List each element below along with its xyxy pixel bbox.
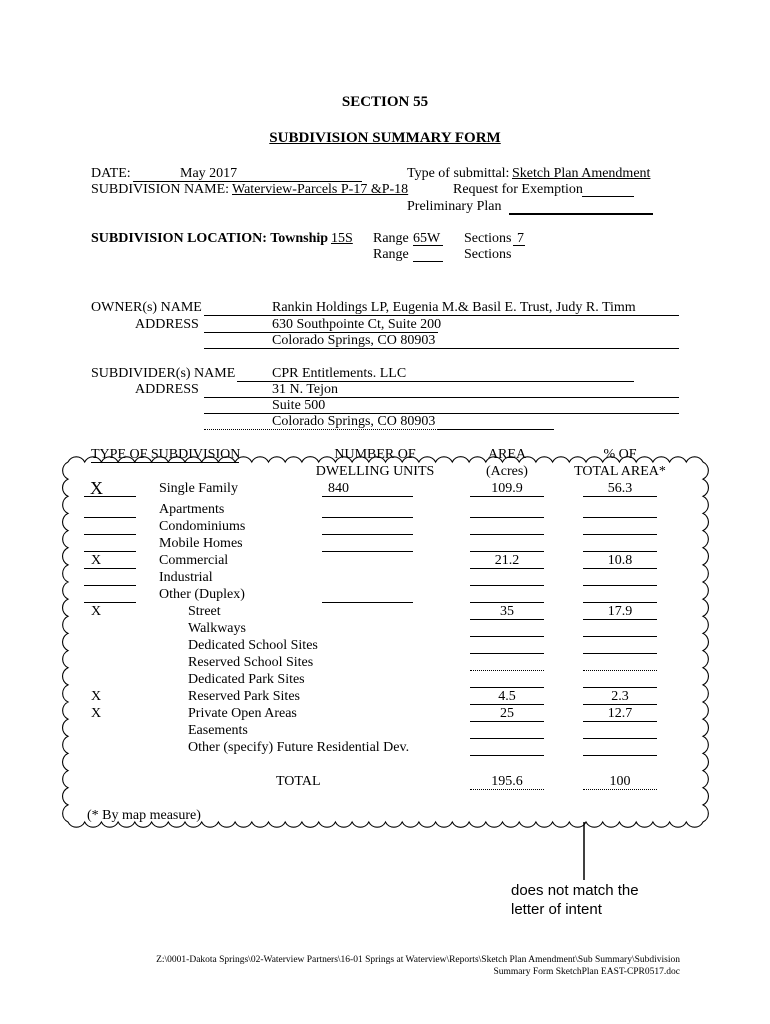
- row-area[interactable]: 109.9: [491, 481, 523, 496]
- submittal-value[interactable]: Sketch Plan Amendment: [512, 166, 651, 181]
- row-pct-line: [583, 496, 657, 497]
- row-area-line: [470, 687, 544, 688]
- header-type: TYPE OF SUBDIVISION: [91, 447, 241, 462]
- row-label: Reserved School Sites: [188, 655, 314, 670]
- row-label: Commercial: [159, 553, 229, 568]
- row-area-line: [470, 534, 544, 535]
- owner-address-1[interactable]: 630 Southpointe Ct, Suite 200: [272, 317, 442, 332]
- row-pct-line: [583, 755, 657, 756]
- subdivision-name-value[interactable]: Waterview-Parcels P-17 &P-18: [232, 182, 409, 197]
- total-label: TOTAL: [276, 774, 321, 789]
- header-pct-2: TOTAL AREA*: [574, 464, 666, 479]
- township-value[interactable]: 15S: [331, 231, 353, 246]
- location-label: SUBDIVISION LOCATION: Township: [91, 231, 329, 246]
- row-area-line: [470, 619, 544, 620]
- total-pct[interactable]: 100: [609, 774, 631, 789]
- row-units-line: [322, 602, 413, 603]
- range-value-1[interactable]: 65W: [413, 231, 441, 246]
- row-area-line: [470, 755, 544, 756]
- date-label: DATE:: [91, 166, 131, 181]
- row-pct-line: [583, 653, 657, 654]
- row-pct-line: [583, 585, 657, 586]
- row-pct[interactable]: 12.7: [607, 706, 633, 721]
- row-area[interactable]: 35: [500, 604, 514, 619]
- row-pct[interactable]: 10.8: [607, 553, 633, 568]
- row-label: Mobile Homes: [159, 536, 243, 551]
- footnote: (* By map measure): [87, 808, 201, 823]
- row-pct-line: [583, 534, 657, 535]
- date-value[interactable]: May 2017: [180, 166, 238, 181]
- owner-name-value[interactable]: Rankin Holdings LP, Eugenia M.& Basil E. Trust, Judy R. Timm: [272, 300, 636, 315]
- row-pct-line: [583, 602, 657, 603]
- row-pct-line: [583, 704, 657, 705]
- subdivider-address-2[interactable]: Suite 500: [272, 398, 326, 413]
- annotation-line-1: does not match the: [511, 882, 639, 899]
- row-pct[interactable]: 2.3: [611, 689, 629, 704]
- row-pct-line: [583, 738, 657, 739]
- row-area[interactable]: 21.2: [494, 553, 520, 568]
- total-area[interactable]: 195.6: [491, 774, 523, 789]
- sections-label-2: Sections: [464, 247, 512, 262]
- subdivider-address-label: ADDRESS: [135, 382, 199, 397]
- row-pct[interactable]: 17.9: [607, 604, 633, 619]
- range-label-2: Range: [373, 247, 409, 262]
- row-label: Dedicated School Sites: [188, 638, 318, 653]
- row-area-line: [470, 636, 544, 637]
- row-pct-line: [583, 636, 657, 637]
- row-units-line: [322, 517, 413, 518]
- row-area-line: [470, 568, 544, 569]
- footer-path-1: Z:\0001-Dakota Springs\02-Waterview Partners\16-01 Springs at Waterview\Reports\Sketch Plan Amendment\Sub Summary\Subdivision: [156, 955, 680, 965]
- row-area-line: [470, 704, 544, 705]
- sections-label-1: Sections: [464, 231, 512, 246]
- row-pct-line: [583, 619, 657, 620]
- submittal-label: Type of submittal:: [407, 166, 510, 181]
- header-units-2: DWELLING UNITS: [315, 464, 435, 479]
- row-units-line: [322, 496, 413, 497]
- row-mark-line: [84, 551, 136, 552]
- row-area[interactable]: 4.5: [498, 689, 516, 704]
- owner-address-2[interactable]: Colorado Springs, CO 80903: [272, 333, 436, 348]
- row-area-line: [470, 496, 544, 497]
- row-mark-line: [84, 568, 136, 569]
- row-label: Private Open Areas: [188, 706, 297, 721]
- header-type-underline: [91, 462, 239, 463]
- row-pct-line: [583, 721, 657, 722]
- footer-path-2: Summary Form SketchPlan EAST-CPR0517.doc: [493, 967, 680, 977]
- row-area-line: [470, 602, 544, 603]
- row-units[interactable]: 840: [328, 481, 349, 496]
- row-pct-line: [583, 670, 657, 671]
- row-area[interactable]: 25: [500, 706, 514, 721]
- row-area-line: [470, 670, 544, 671]
- exemption-label: Request for Exemption: [453, 182, 583, 197]
- row-mark[interactable]: X: [91, 553, 102, 568]
- row-pct-line: [583, 517, 657, 518]
- row-mark[interactable]: X: [91, 689, 102, 704]
- row-pct-line: [583, 551, 657, 552]
- row-area-line: [470, 653, 544, 654]
- total-area-line: [470, 789, 544, 790]
- subdivider-address-3[interactable]: Colorado Springs, CO 80903: [272, 414, 436, 429]
- row-area-line: [470, 551, 544, 552]
- row-pct[interactable]: 56.3: [607, 481, 633, 496]
- row-label: Single Family: [159, 481, 238, 496]
- row-label: Other (specify) Future Residential Dev.: [188, 740, 410, 755]
- row-mark-line: [84, 602, 136, 603]
- row-mark[interactable]: X: [91, 604, 102, 619]
- row-label: Walkways: [188, 621, 246, 636]
- row-label: Apartments: [159, 502, 225, 517]
- row-area-line: [470, 721, 544, 722]
- row-area-line: [470, 517, 544, 518]
- section-title: SECTION 55: [341, 94, 429, 110]
- row-label: Reserved Park Sites: [188, 689, 300, 704]
- subdivider-address-1[interactable]: 31 N. Tejon: [272, 382, 339, 397]
- row-label: Dedicated Park Sites: [188, 672, 305, 687]
- owner-name-label: OWNER(s) NAME: [91, 300, 202, 315]
- row-mark-line: [84, 517, 136, 518]
- row-pct-line: [583, 568, 657, 569]
- row-mark-line: [84, 496, 136, 497]
- header-area-2: (Acres): [486, 464, 528, 479]
- row-area-line: [470, 585, 544, 586]
- row-label: Condominiums: [159, 519, 246, 534]
- preliminary-label: Preliminary Plan: [407, 199, 502, 214]
- row-label: Street: [188, 604, 221, 619]
- sections-value-1[interactable]: 7: [517, 231, 524, 246]
- row-units-line: [322, 551, 413, 552]
- subdivision-name-label: SUBDIVISION NAME:: [91, 182, 230, 197]
- row-area-line: [470, 738, 544, 739]
- header-area-1: AREA: [487, 447, 527, 462]
- annotation-line-2: letter of intent: [511, 901, 602, 918]
- range-label-1: Range: [373, 231, 409, 246]
- row-units-line: [322, 534, 413, 535]
- row-mark-line: [84, 534, 136, 535]
- total-pct-line: [583, 789, 657, 790]
- row-label: Industrial: [159, 570, 213, 585]
- header-pct-1: % OF: [603, 447, 637, 462]
- row-label: Other (Duplex): [159, 587, 245, 602]
- subdivider-name-value[interactable]: CPR Entitlements. LLC: [272, 366, 407, 381]
- row-mark[interactable]: X: [91, 706, 102, 721]
- owner-address-label: ADDRESS: [135, 317, 199, 332]
- header-units-1: NUMBER OF: [334, 447, 416, 462]
- row-label: Easements: [188, 723, 248, 738]
- row-mark[interactable]: X: [90, 478, 103, 498]
- row-pct-line: [583, 687, 657, 688]
- form-title: SUBDIVISION SUMMARY FORM: [269, 130, 501, 146]
- subdivider-name-label: SUBDIVIDER(s) NAME: [91, 366, 236, 381]
- row-mark-line: [84, 585, 136, 586]
